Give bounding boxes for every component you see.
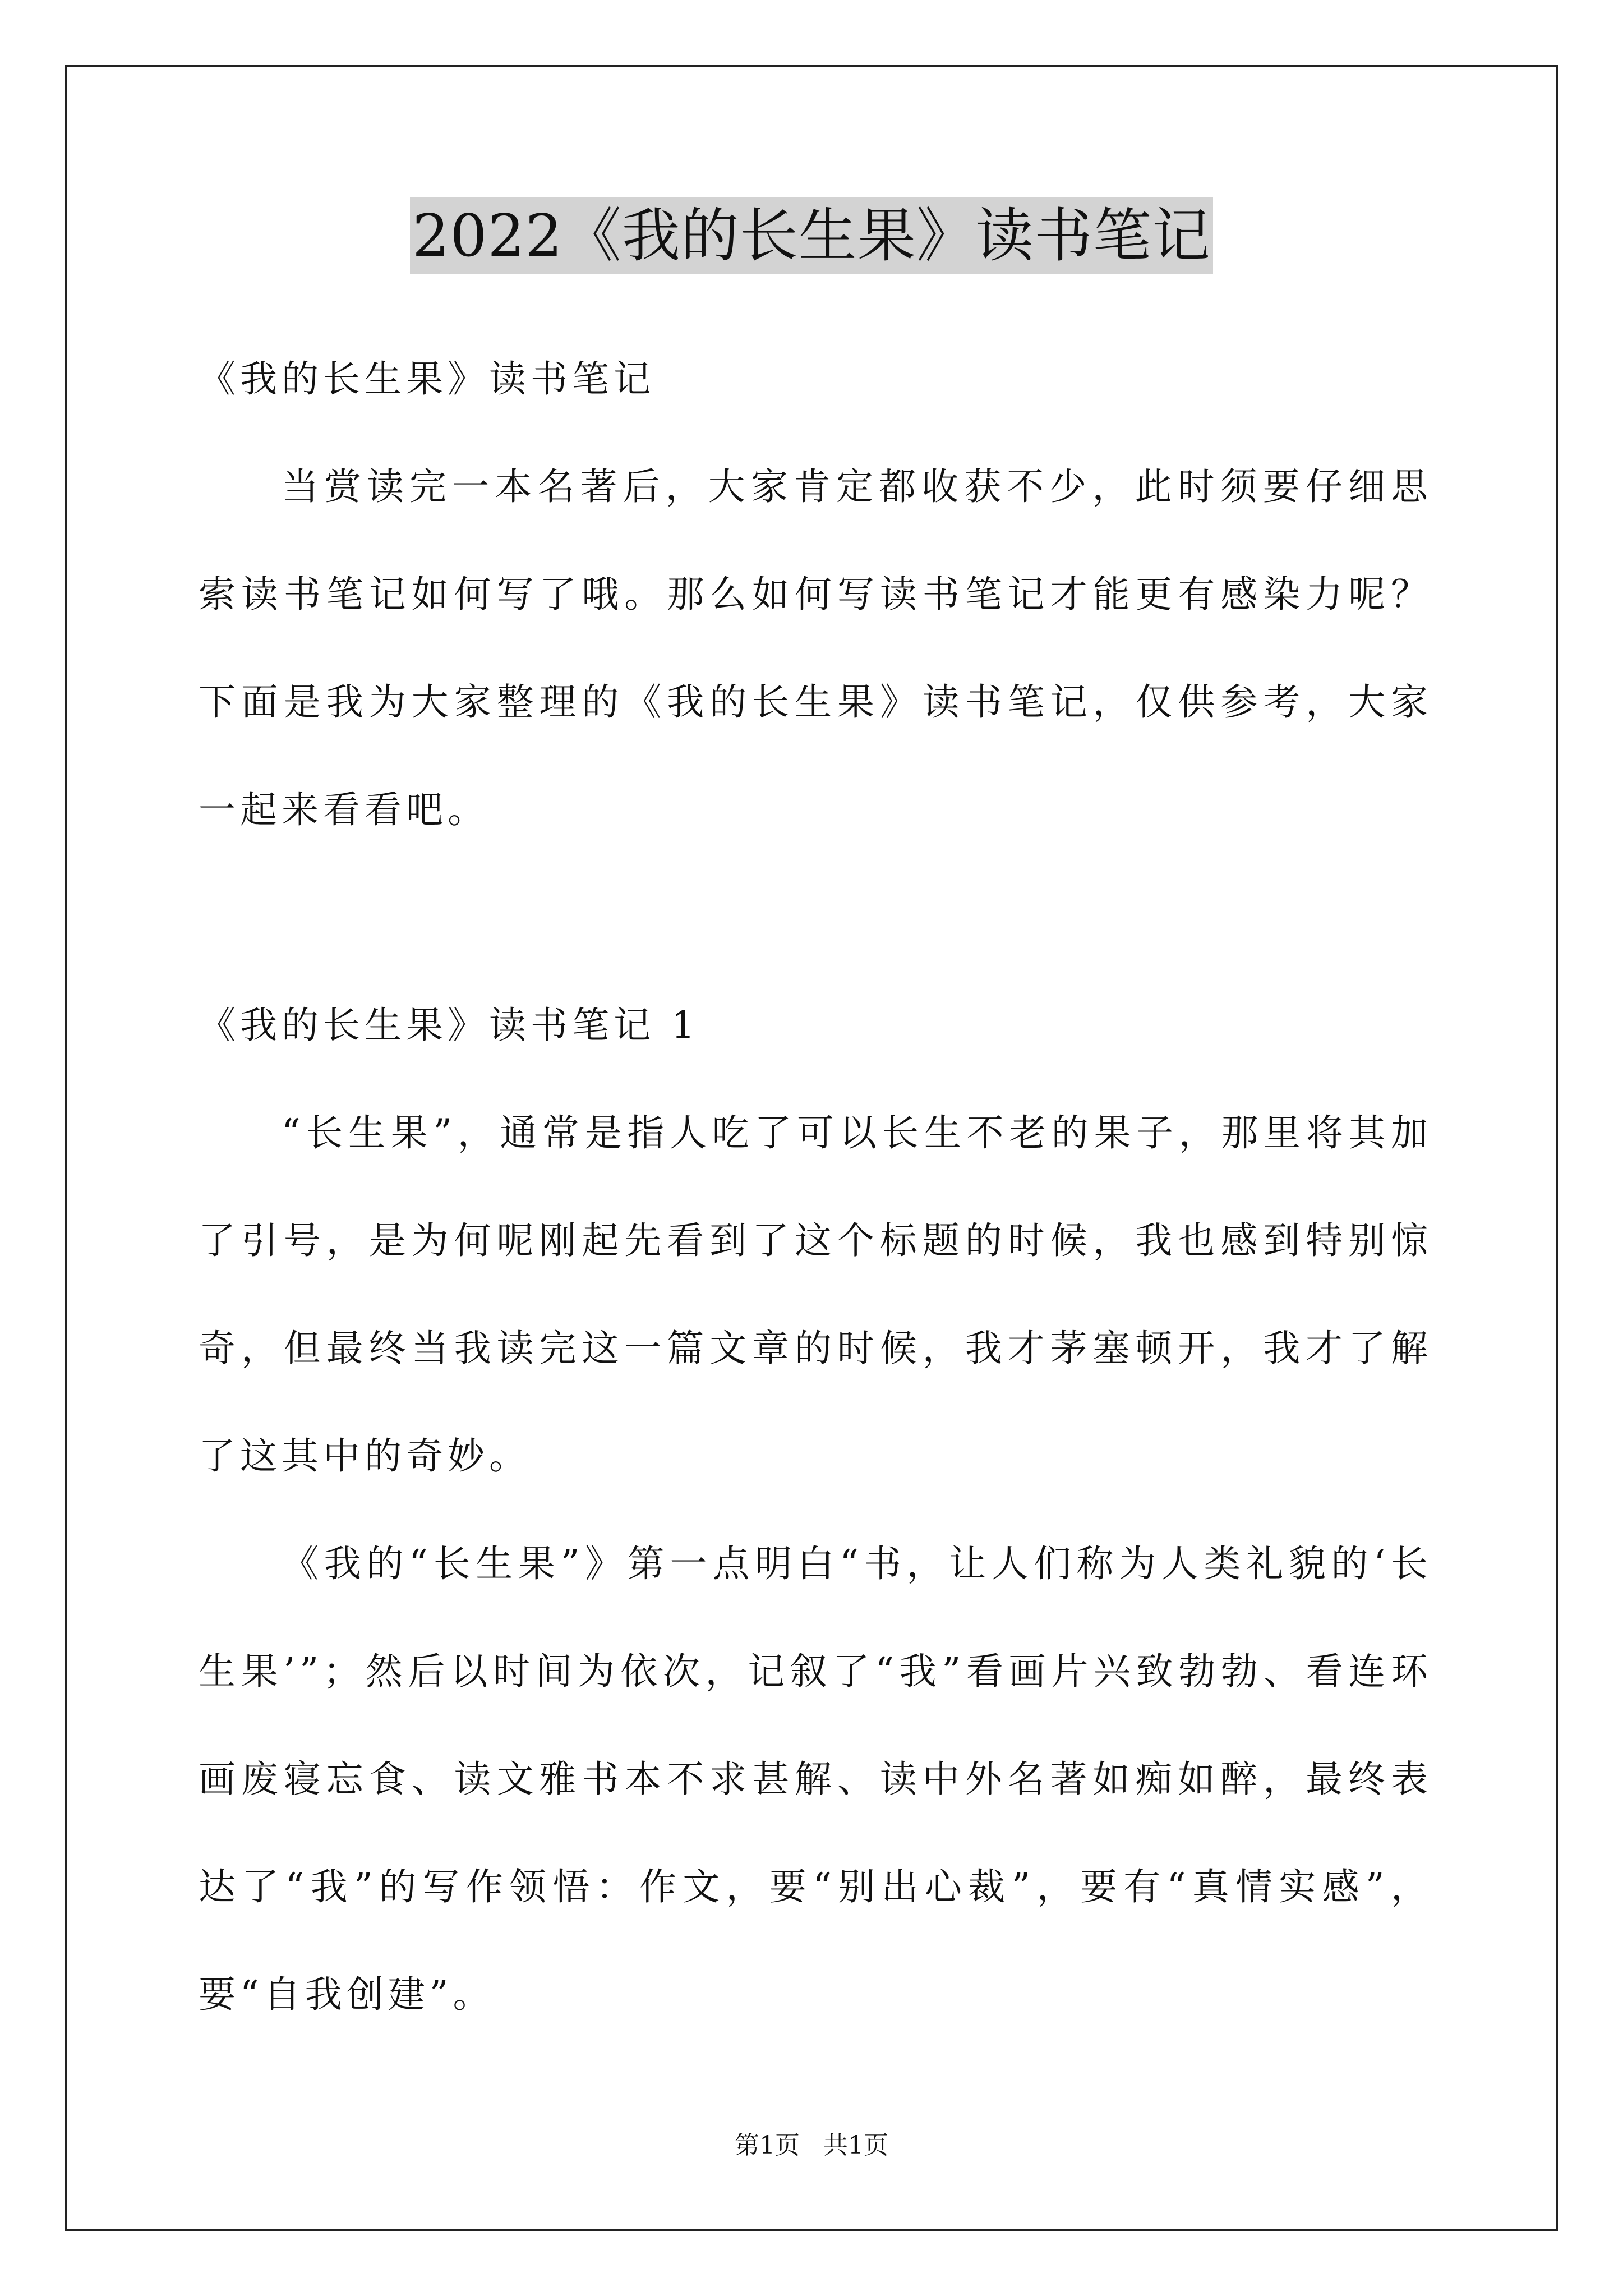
title-container: [0, 197, 1623, 274]
section1-paragraph-2: 《我的“长生果”》第一点明白“书，让人们称为人类礼貌的‘长生果’”；然后以时间为依次，记叙了“我”看画片兴致勃勃、看连环画废寝忘食、读文雅书本不求甚解、读中外名著如痴如醉，最终表达了“我”的写作领悟：作文，要“别出心裁”，要有“真情实感”，要“自我创建”。: [199, 1542, 1432, 2016]
section1-heading: 《我的长生果》读书笔记 1: [199, 1004, 699, 1047]
document-body: [199, 325, 1432, 2049]
section1-paragraph-1: “长生果”，通常是指人吃了可以长生不老的果子，那里将其加了引号，是为何呢刚起先看到了这个标题的时候，我也感到特别惊奇，但最终当我读完这一篇文章的时候，我才茅塞顿开，我才了解了这其中的奇妙。: [199, 1111, 1432, 1478]
section-spacer: [199, 864, 1432, 972]
intro-paragraph: 当赏读完一本名著后，大家肯定都收获不少，此时须要仔细思索读书笔记如何写了哦。那么如何写读书笔记才能更有感染力呢？下面是我为大家整理的《我的长生果》读书笔记，仅供参考，大家一起来看看吧。: [199, 465, 1432, 831]
intro-heading: 《我的长生果》读书笔记: [199, 357, 655, 401]
page-footer: 第1页 共1页: [735, 2131, 888, 2160]
document-title: 2022《我的长生果》读书笔记: [410, 197, 1213, 274]
